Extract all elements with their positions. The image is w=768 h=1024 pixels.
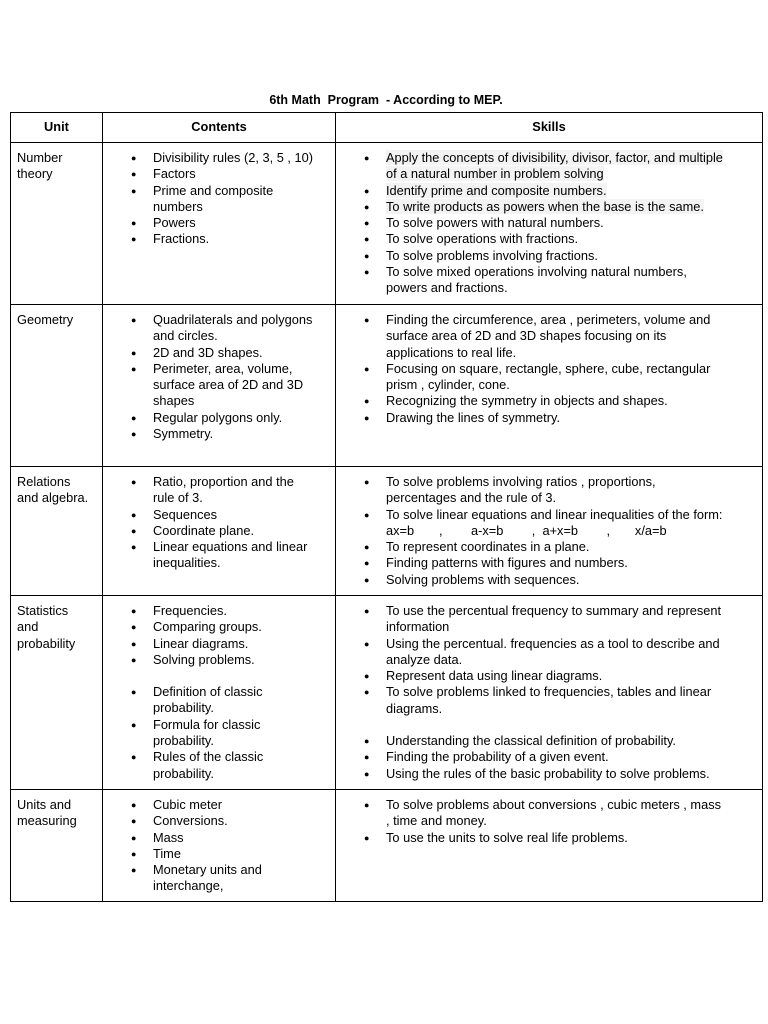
- table-row: [11, 143, 763, 305]
- list-item: ● 2D and 3D shapes.: [109, 345, 329, 361]
- list-item: ● Linear diagrams.: [109, 636, 329, 652]
- header-skills: Skills: [336, 113, 763, 143]
- unit-cell: Number theory: [11, 143, 103, 305]
- list-item: ● Perimeter, area, volume, surface area of 2D and 3D shapes: [109, 361, 329, 410]
- list-item: ● Represent data using linear diagrams.: [342, 668, 756, 684]
- list-item: ● Frequencies.: [109, 603, 329, 619]
- list-item: ● To solve problems involving fractions.: [342, 248, 756, 264]
- list-item: ● Symmetry.: [109, 426, 329, 442]
- list-item: ● To solve problems linked to frequencies, tables and linear diagrams.: [342, 684, 756, 717]
- skills-cell: [336, 790, 763, 902]
- table-row: [11, 467, 763, 596]
- header-unit: Unit: [11, 113, 103, 143]
- contents-cell: [103, 305, 336, 467]
- list-item: ● To solve linear equations and linear inequalities of the form: ax=b , a-x=b , a+x=b , x/a=b: [342, 507, 756, 540]
- table-header-row: [11, 113, 763, 143]
- list-item: ● To use the units to solve real life problems.: [342, 830, 756, 846]
- list-item: ● To use the percentual frequency to summary and represent information: [342, 603, 756, 636]
- list-item: ● Coordinate plane.: [109, 523, 329, 539]
- list-item: ● Recognizing the symmetry in objects and shapes.: [342, 393, 756, 409]
- list-item: ● To solve mixed operations involving natural numbers, powers and fractions.: [342, 264, 756, 297]
- list-item: ● Powers: [109, 215, 329, 231]
- list-item: ● Cubic meter: [109, 797, 329, 813]
- unit-cell: Geometry: [11, 305, 103, 467]
- list-item: ● Drawing the lines of symmetry.: [342, 410, 756, 426]
- list-item: ● Finding patterns with figures and numbers.: [342, 555, 756, 571]
- table-row: [11, 790, 763, 902]
- list-item: ● Mass: [109, 830, 329, 846]
- contents-cell: [103, 467, 336, 596]
- program-table: [10, 112, 763, 902]
- list-item: ● To represent coordinates in a plane.: [342, 539, 756, 555]
- unit-cell: Relations and algebra.: [11, 467, 103, 596]
- unit-cell: Statistics and probability: [11, 596, 103, 790]
- table-row: [11, 305, 763, 467]
- list-item-text: Apply the concepts of divisibility, divisor, factor, and multiple of a natural number in problem solving: [386, 150, 723, 182]
- list-item: ● To solve powers with natural numbers.: [342, 215, 756, 231]
- skills-cell: [336, 305, 763, 467]
- list-item: ● Formula for classic probability.: [109, 717, 329, 750]
- list-item: ● Sequences: [109, 507, 329, 523]
- list-item: ● Rules of the classic probability.: [109, 749, 329, 782]
- skills-cell: [336, 596, 763, 790]
- list-item: ● Conversions.: [109, 813, 329, 829]
- list-item: ● To solve problems involving ratios , proportions, percentages and the rule of 3.: [342, 474, 756, 507]
- list-item: ● Linear equations and linear inequalities.: [109, 539, 329, 572]
- list-item: ● Solving problems with sequences.: [342, 572, 756, 588]
- contents-cell: [103, 596, 336, 790]
- list-item: ● Finding the circumference, area , perimeters, volume and surface area of 2D and 3D shapes focusing on its applications to real life.: [342, 312, 756, 361]
- skills-cell: [336, 467, 763, 596]
- list-item: ● Definition of classic probability.: [109, 684, 329, 717]
- list-item: [342, 150, 756, 183]
- table-row: [11, 596, 763, 790]
- skills-cell: [336, 143, 763, 305]
- list-item: ● Prime and composite numbers: [109, 183, 329, 216]
- list-item: ● Ratio, proportion and the rule of 3.: [109, 474, 329, 507]
- list-item: ● Comparing groups.: [109, 619, 329, 635]
- list-item: ● Divisibility rules (2, 3, 5 , 10): [109, 150, 329, 166]
- list-item: ● Regular polygons only.: [109, 410, 329, 426]
- list-item: [342, 199, 756, 215]
- contents-cell: [103, 790, 336, 902]
- list-item: ● Using the rules of the basic probability to solve problems.: [342, 766, 756, 782]
- list-item-text: To write products as powers when the base is the same.: [386, 198, 704, 214]
- list-item: ● Using the percentual. frequencies as a tool to describe and analyze data.: [342, 636, 756, 669]
- list-item: ● Understanding the classical definition of probability.: [342, 733, 756, 749]
- list-item-text: Identify prime and composite numbers.: [386, 182, 607, 198]
- document-title: 6th Math Program - According to MEP.: [269, 93, 503, 107]
- list-item: ● Fractions.: [109, 231, 329, 247]
- contents-cell: [103, 143, 336, 305]
- list-item: ● Solving problems.: [109, 652, 329, 668]
- header-contents: Contents: [103, 113, 336, 143]
- list-item: ● To solve problems about conversions , cubic meters , mass , time and money.: [342, 797, 756, 830]
- list-item: ● Focusing on square, rectangle, sphere, cube, rectangular prism , cylinder, cone.: [342, 361, 756, 394]
- list-item: ● Factors: [109, 166, 329, 182]
- list-item: [342, 183, 756, 199]
- list-item: ● Time: [109, 846, 329, 862]
- list-item: ● Monetary units and interchange,: [109, 862, 329, 895]
- unit-cell: Units and measuring: [11, 790, 103, 902]
- list-item: ● Finding the probability of a given event.: [342, 749, 756, 765]
- list-item: ● To solve operations with fractions.: [342, 231, 756, 247]
- list-item: ● Quadrilaterals and polygons and circles.: [109, 312, 329, 345]
